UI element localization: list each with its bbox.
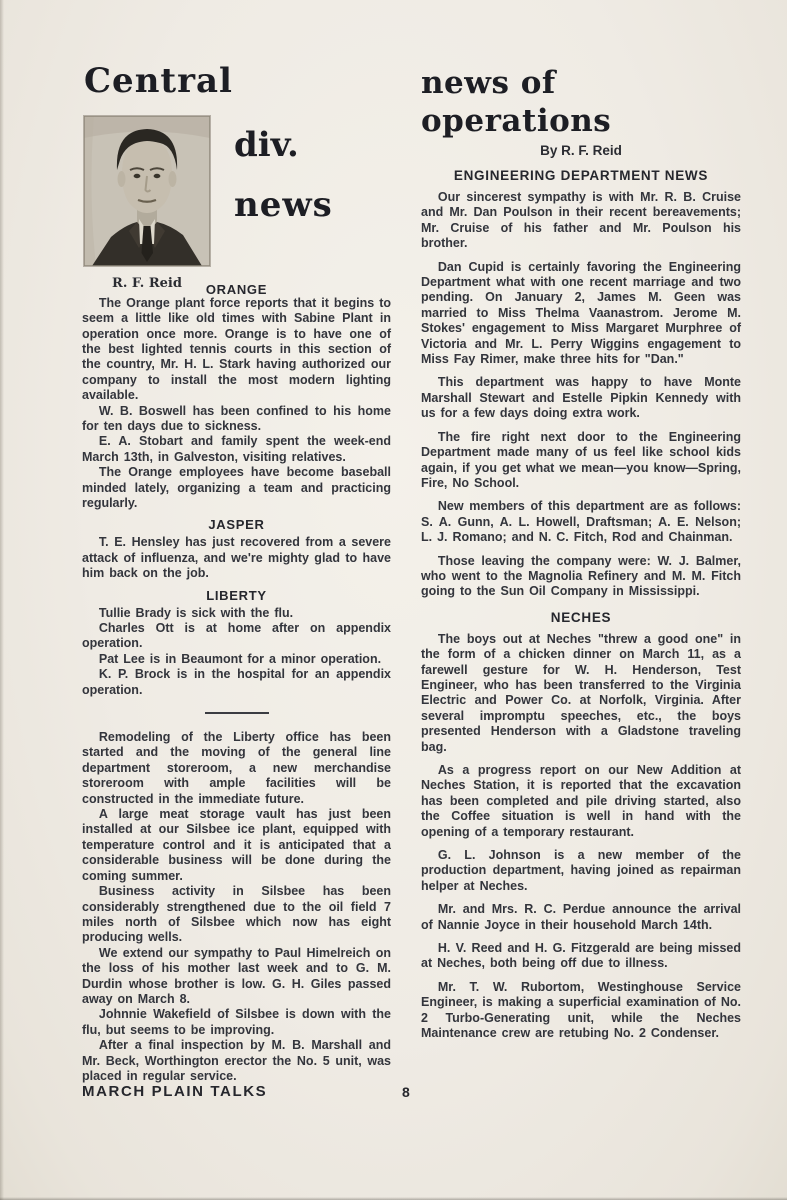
portrait-illustration bbox=[84, 116, 210, 266]
paragraph: H. V. Reed and H. G. Fitzgerald are being missed at Neches, both being off due to illness. bbox=[421, 941, 741, 971]
caption-row bbox=[82, 276, 391, 296]
paragraph: A large meat storage vault has just been installed at our Silsbee ice plant, equipped with temperature control and it is anticipated that a considerable business will be done during the coming summer. bbox=[82, 807, 391, 883]
paragraph: Pat Lee is in Beaumont for a minor operation. bbox=[98, 651, 382, 666]
central-title-word: Central bbox=[84, 61, 233, 101]
operations-title-line1: news of bbox=[421, 65, 556, 101]
paragraph: New members of this department are as follows: S. A. Gunn, A. L. Howell, Draftsman; A. E. Nelson; L. J. Romano; and N. C. Fitch, Rod and Chainman. bbox=[421, 499, 741, 545]
paragraph: As a progress report on our New Addition at Neches Station, it is reported that the excavation has been completed and pile driving started, also the Coffee situation is well in hand with the opening of a temporary restaurant. bbox=[421, 763, 741, 839]
paragraph: E. A. Stobart and family spent the week-end March 13th, in Galveston, visiting relatives. bbox=[82, 434, 391, 464]
paragraph: After a final inspection by M. B. Marshall and Mr. Beck, Worthington erector the No. 5 unit, was placed in regular service. bbox=[82, 1038, 391, 1083]
paragraph: W. B. Boswell has been confined to his home for ten days due to sickness. bbox=[82, 403, 391, 433]
left-column-sections bbox=[82, 296, 391, 1085]
paragraph: The Orange employees have become baseball minded lately, organizing a team and practicing regularly. bbox=[82, 465, 391, 510]
paragraph: T. E. Hensley has just recovered from a severe attack of influenza, and we're mighty glad to have him back on the job. bbox=[82, 535, 391, 581]
right-column-sections bbox=[421, 168, 741, 1042]
rf-reid-portrait-photo bbox=[84, 116, 210, 266]
right-column bbox=[421, 64, 741, 1084]
paragraph: Dan Cupid is certainly favoring the Engineering Department what with one recent marriage and two pending. On January 2, James M. Geen was married to Miss Thelma Vaanastrom. Jerome M. Stokes' engagement to Miss Margaret Murphree of Victoria and Mr. L. Perry Wiggins engagement to Miss Fay Rimer, make three hits for "Dan." bbox=[421, 259, 741, 367]
paragraph: Charles Ott is at home after on appendix operation. bbox=[82, 621, 391, 651]
paragraph: Business activity in Silsbee has been considerably strengthened due to the oil field 7 miles north of Silsbee which now has eight producing wells. bbox=[82, 884, 391, 945]
paragraph: Our sincerest sympathy is with Mr. R. B. Cruise and Mr. Dan Poulson in their recent bereavements; Mr. Cruise of his father and Mr. Poulson his brother. bbox=[421, 190, 741, 251]
section-heading-jasper: JASPER bbox=[208, 517, 265, 533]
publication-title: MARCH PLAIN TALKS bbox=[82, 1083, 268, 1100]
paragraph: Mr. T. W. Rubortom, Westinghouse Service Engineer, is making a superficial examination of No. 2 Turbo-Generating unit, while the Neches Maintenance crew are retubing No. 2 Condenser. bbox=[421, 979, 741, 1041]
section-heading-liberty: LIBERTY bbox=[206, 587, 267, 603]
paragraph: Johnnie Wakefield of Silsbee is down with the flu, but seems to be improving. bbox=[82, 1007, 391, 1037]
paragraph: K. P. Brock is in the hospital for an appendix operation. bbox=[82, 667, 391, 697]
operations-title-line2: operations bbox=[421, 103, 612, 139]
section-heading-engineering-department-news: ENGINEERING DEPARTMENT NEWS bbox=[453, 168, 709, 183]
paragraph: The Orange plant force reports that it begins to seem a little like old times with Sabine Plant in operation once more. Orange is to have one of the best lighted tennis courts in this section of the country, Mr. H. L. Stark having authorized our company to install the most modern lighting available. bbox=[82, 295, 391, 403]
photo-caption: R. F. Reid bbox=[112, 275, 182, 291]
two-column-layout bbox=[82, 61, 741, 1084]
section-heading-neches: NECHES bbox=[550, 609, 612, 625]
news-title-word: news bbox=[234, 184, 333, 225]
section-heading-orange: ORANGE bbox=[205, 281, 268, 297]
left-column bbox=[82, 61, 391, 1084]
paragraph: G. L. Johnson is a new member of the production department, having joined as repairman helper at Neches. bbox=[421, 848, 741, 893]
paragraph: Tullie Brady is sick with the flu. bbox=[98, 605, 294, 620]
photo-and-title-row bbox=[82, 116, 391, 266]
paragraph: Mr. and Mrs. R. C. Perdue announce the arrival of Nannie Joyce in their household March 14th. bbox=[421, 902, 741, 932]
paragraph: Those leaving the company were: W. J. Balmer, who went to the Magnolia Refinery and M. M. Fitch going to the Sun Oil Company in Mississippi. bbox=[421, 553, 741, 599]
paragraph: The fire right next door to the Engineering Department made many of us feel like school kids again, if you get what we mean—you know—Spring, Fire, No School. bbox=[421, 429, 741, 490]
paragraph: Remodeling of the Liberty office has been started and the moving of the general line department storeroom, a new merchandise storeroom with ample facilities will be constructed in the immediate future. bbox=[82, 730, 391, 806]
div-title-word: div. bbox=[234, 124, 299, 165]
masthead-stack bbox=[234, 116, 333, 266]
byline: By R. F. Reid bbox=[540, 143, 622, 158]
section-divider bbox=[205, 712, 269, 714]
paragraph: We extend our sympathy to Paul Himelreich on the loss of his mother last week and to G. M. Durdin whose brother is low. G. H. Giles passed away on March 8. bbox=[82, 945, 391, 1006]
paragraph: The boys out at Neches "threw a good one" in the form of a chicken dinner on March 11, as a farewell gesture for W. H. Henderson, Test Engineer, who has been transferred to the Virginia Electric and Power Co. at Norfolk, Virginia. After several impromptu speeches, etc., the boys presented Henderson with a Gladstone traveling bag. bbox=[421, 631, 741, 754]
page-number: 8 bbox=[402, 1084, 410, 1100]
paragraph: This department was happy to have Monte Marshall Stewart and Estelle Pipkin Kennedy with us for a few days doing extra work. bbox=[421, 375, 741, 421]
